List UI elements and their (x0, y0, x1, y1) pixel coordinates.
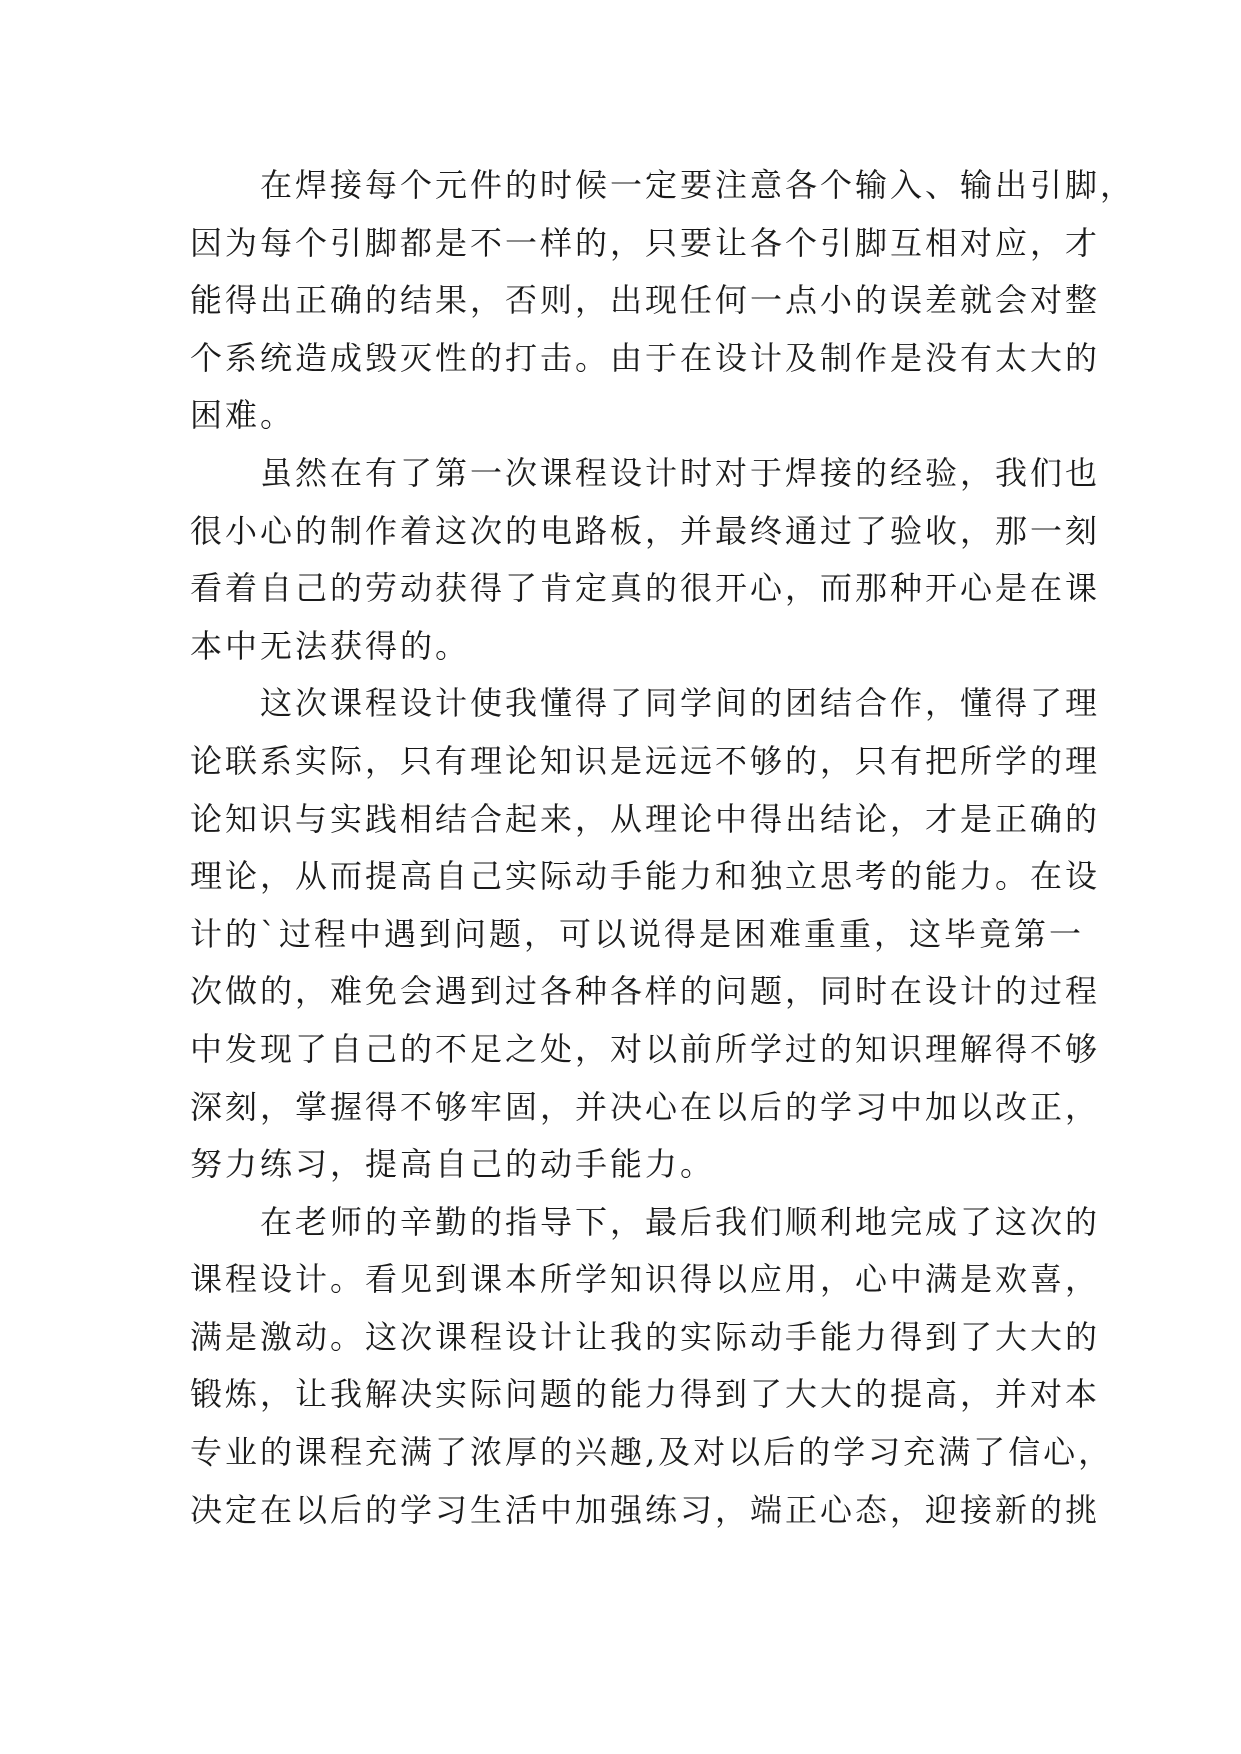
paragraph-line: 次做的，难免会遇到过各种各样的问题，同时在设计的过程 (190, 972, 1101, 1011)
paragraph-line: 在焊接每个元件的时候一定要注意各个输入、输出引脚， (260, 166, 1136, 204)
paragraph-line: 困难。 (190, 396, 296, 435)
paragraph-3 (190, 675, 1101, 1193)
paragraph-line: 深刻，掌握得不够牢固，并决心在以后的学习中加以改正， (190, 1087, 1101, 1126)
paragraph-line: 中发现了自己的不足之处，对以前所学过的知识理解得不够 (190, 1029, 1101, 1068)
paragraph-line: 课程设计。看见到课本所学知识得以应用，心中满是欢喜， (190, 1260, 1101, 1299)
paragraph-line: 努力练习，提高自己的动手能力。 (190, 1145, 716, 1184)
body-text (190, 157, 1136, 1539)
paragraph-2 (190, 445, 1101, 675)
paragraph-line: 在老师的辛勤的指导下，最后我们顺利地完成了这次的 (260, 1202, 1101, 1241)
paragraph-line: 满是激动。这次课程设计让我的实际动手能力得到了大大的 (190, 1317, 1101, 1356)
paragraph-line: 计的`过程中遇到问题，可以说得是困难重重，这毕竟第一 (190, 914, 1085, 953)
paragraph-line: 决定在以后的学习生活中加强练习，端正心态，迎接新的挑 (190, 1490, 1101, 1529)
paragraph-line: 很小心的制作着这次的电路板，并最终通过了验收，那一刻 (190, 511, 1101, 550)
paragraph-line: 锻炼，让我解决实际问题的能力得到了大大的提高，并对本 (190, 1375, 1101, 1414)
paragraph-line: 因为每个引脚都是不一样的，只要让各个引脚互相对应，才 (190, 223, 1101, 262)
paragraph-line: 理论，从而提高自己实际动手能力和独立思考的能力。在设 (190, 857, 1101, 896)
paragraph-line: 专业的课程充满了浓厚的兴趣,及对以后的学习充满了信心， (190, 1433, 1114, 1472)
paragraph-line: 虽然在有了第一次课程设计时对于焊接的经验，我们也 (260, 453, 1101, 492)
paragraph-line: 本中无法获得的。 (190, 626, 471, 665)
paragraph-line: 个系统造成毁灭性的打击。由于在设计及制作是没有太大的 (190, 338, 1101, 377)
paragraph-line: 看着自己的劳动获得了肯定真的很开心，而那种开心是在课 (190, 569, 1101, 608)
paragraph-line: 能得出正确的结果，否则，出现任何一点小的误差就会对整 (190, 281, 1101, 320)
paragraph-line: 这次课程设计使我懂得了同学间的团结合作，懂得了理 (260, 684, 1101, 723)
paragraph-4 (190, 1194, 1114, 1540)
paragraph-line: 论知识与实践相结合起来，从理论中得出结论，才是正确的 (190, 799, 1101, 838)
paragraph-1 (190, 157, 1136, 445)
paragraph-line: 论联系实际，只有理论知识是远远不够的，只有把所学的理 (190, 741, 1101, 780)
